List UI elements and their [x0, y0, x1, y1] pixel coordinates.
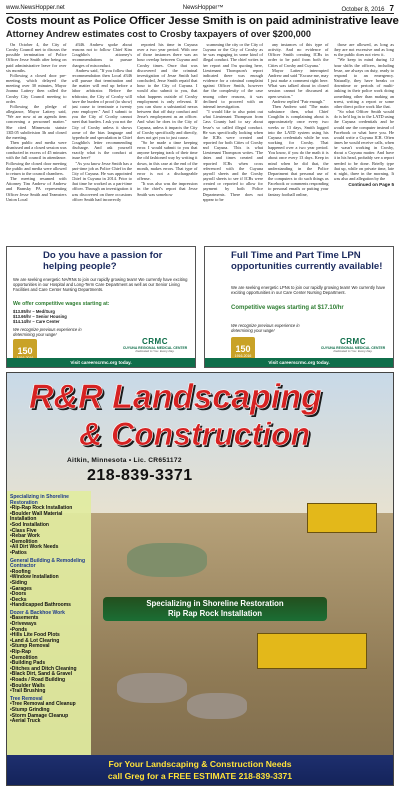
service-item: • Stump Grinding: [10, 708, 88, 714]
crmc-na-rn-ad: [6, 246, 196, 368]
service-item: • Storm Damage Cleanup: [10, 714, 88, 720]
ad-right-note: We recognize previous experience in determining your wage!: [231, 323, 300, 333]
article-paragraph: "It was also was the impression in the chief's report that Jesse Smith was somehow: [137, 181, 198, 197]
ad-left-footer-link[interactable]: Visit careerscrmc.org today.: [7, 358, 195, 367]
service-item: • Demolition: [10, 540, 88, 546]
article-paragraph: "We keep in mind during 12 hour shifts the officers, including Jesse, are always on duty, ready to respond to an emergency. Naturally, they have breaks or downtime or periods of multi-tasking in their police work doing something other than making an arrest, writing a report or some other direct police work like that.: [333, 57, 394, 109]
article-paragraph: #346. Andrew spoke about reasons not to follow Chief Kim Coughlin's attorney's recommendations to pursue charges of misconduct.: [71, 42, 132, 68]
service-item: • Boulder Walls: [10, 684, 88, 690]
service-item: • Garages: [10, 587, 88, 593]
service-item: • Driveways: [10, 622, 88, 628]
ad-left-wages-list: [13, 309, 113, 324]
excavator-illustration: [257, 633, 367, 669]
service-item: • Basements: [10, 616, 88, 622]
wage-item: $13.66/hr – Senior Housing: [13, 314, 67, 319]
service-item: • Hills Lite Food Plots: [10, 633, 88, 639]
services-heading: Specializing in Shoreline Restoration: [10, 494, 69, 506]
ad-left-wages-heading: We offer competitive wages starting at:: [13, 301, 110, 307]
article-paragraph: those are allowed, as long as they are not excessive and as long as the public does not view it.: [333, 42, 394, 58]
service-item: • Decks: [10, 598, 88, 604]
service-item: • Building Pads: [10, 661, 88, 667]
publication-name: NewsHopper™: [182, 5, 224, 11]
ad-left-title: Do you have a passion for helping people?: [43, 250, 163, 272]
service-item: • Trail Brushing: [10, 689, 88, 695]
article-paragraph: scamming the city or the City of Cuyuna or the City of Crosby as he was engaging in some kind of illegal conduct. The chief writes in her report and I'm quoting here, Lieutenant Thompson's report indicated there was enough evidence for a criminal complaint against Officer Smith, however due the complexity of the case among other reasons, it was declined to proceed with an internal investigation.: [202, 42, 263, 109]
service-item: • Patios: [10, 551, 88, 557]
anniversary-badge: 150 1916-2016: [231, 337, 255, 365]
article-column: [137, 42, 198, 242]
rr-title-line2: & Construction: [79, 416, 311, 452]
rr-footer-banner: [7, 755, 393, 785]
ad-right-footer-link[interactable]: Visit careerscrmc.org today.: [205, 358, 393, 367]
service-item: • Handicapped Bathrooms: [10, 603, 88, 609]
service-item: • Tree Removal and Cleanup: [10, 702, 88, 708]
service-item: • Window Installation: [10, 575, 88, 581]
service-item: • All Dirt Work Needs: [10, 545, 88, 551]
rr-landscaping-ad: [6, 372, 394, 786]
masthead-rule: [6, 13, 394, 14]
article-paragraph: "As you know Jesse Smith has a part-time job as Police Chief in the City of Cuyuna. He was appointed Chief in Cuyuna in 2014. Prior to that time he worked as a part-time officer. Through an investigation it was discovered on three occasions officer Smith had incorrectly: [71, 160, 132, 202]
rr-location: Aitkin, Minnesota • Lic. CR651172: [67, 457, 182, 464]
service-item: • Demolition: [10, 656, 88, 662]
crmc-logo: CRMC CUYUNA REGIONAL MEDICAL CENTER Dedicated to You. Every Day.: [320, 337, 386, 353]
services-items: [10, 702, 88, 724]
rock-illustration: [117, 673, 187, 703]
article-subhead: Attorney Andrew estimates cost to Crosby taxpayers of over $200,000: [6, 29, 312, 39]
services-heading: Dozer & Backhoe Work: [10, 609, 65, 616]
service-item: • Boulder Wall Material Installation: [10, 512, 88, 523]
article-paragraph: "So he made a time keeping error. I would submit to you that anyone keeping track of their time the old fashioned way by writing it down, in this case at the end of the month, makes errors. That type of error is not a dischargeable offense.: [137, 139, 198, 182]
services-list: [7, 491, 91, 757]
article-paragraph: Then public and media were dismissed and a closed session was conducted in excess of 45 minutes with the full council in attendance. Following the closed door meeting the public and media were allowed to return to the council chambers.: [6, 139, 67, 176]
service-item: • Rip-Rap Rock Installation: [10, 506, 88, 512]
services-items: [10, 616, 88, 694]
wage-item: $13.85/hr – Med/Surg: [13, 309, 55, 314]
services-items: [10, 506, 88, 556]
service-item: • Rebar Work: [10, 534, 88, 540]
rock-illustration: [127, 543, 207, 577]
wage-item: $14.14/hr – Care Center: [13, 319, 60, 324]
issue-date: October 8, 2016: [341, 6, 385, 13]
masthead: [6, 3, 394, 13]
website-url[interactable]: www.NewsHopper.net: [6, 5, 65, 11]
services-items: [10, 570, 88, 609]
crmc-lpn-ad: [204, 246, 394, 368]
article-paragraph: Mayor Lattery interrupted Andrew and said "Excuse me, may I just make a comment right here. What was talked about in closed session cannot be discussed at open session.": [268, 67, 329, 99]
article-paragraph: Then Andrew said "The main substance then, what Chief Coughlin is complaining about is approximately once every two weeks or 13 days, Smith logged into the LATD system using his Cuyuna credentials while he was working for Crosby. That happened over a two year period. You know, if you do the math it is about once every 13 days. Keep in mind when he did that, the understanding in the Police Department that personal use of the computers to do such things as Facebook or comments responding to personal emails or putting your fantasy football online,: [268, 103, 329, 197]
service-item: • Class Five: [10, 529, 88, 535]
ad-right-title: Full Time and Part Time LPN opportunities currently available!: [231, 250, 383, 272]
article-column: [6, 42, 67, 242]
article-paragraph: Following the pledge of allegiance, Mayor Lattery said, "We are now at an agenda item concerning a personnel matter." She cited Minnesota statute 13D.05 subdivision 3b and closed the meeting.: [6, 103, 67, 140]
article-paragraph: any instances of this type of activity. And no evidence of Officer Smith creating ICRs in order to be paid from both the Cities of Crosby and Cuyuna.': [268, 42, 329, 68]
crmc-logo: CRMC CUYUNA REGIONAL MEDICAL CENTER Dedicated to You. Every Day.: [122, 337, 188, 353]
service-item: • Siding: [10, 581, 88, 587]
article-body: [6, 42, 394, 242]
service-item: • Ponds: [10, 628, 88, 634]
service-item: • Land & Lot Clearing: [10, 639, 88, 645]
anniversary-badge: 150: [13, 339, 37, 367]
service-item: • Doors: [10, 592, 88, 598]
rr-footer-line2[interactable]: call Greg for a FREE ESTIMATE 218-839-3371: [107, 771, 293, 781]
article-column: [334, 42, 395, 242]
article-paragraph: "I would like to also point out what Lieutenant Thompson from Cass County had to say about Jesse's so called illegal conduct. He was specifically looking when the ICRs were created and reported for both Cities of Crosby and Cuyuna. This is what Lieutenant Thompson writes. 'The dates and times created and reported ICRs when cross referenced with the Cuyuna payroll sheets and the Crosby payroll sheets to see if ICRs were created or reported to allow for payment by both Police Departments. There does not appear to be: [202, 109, 263, 202]
article-paragraph: On October 4, the City of Crosby Council met to discuss the possible termination of Police Officer Jesse Smith after being on paid administrative leave for over six months.: [6, 42, 67, 73]
service-item: • Stump Removal: [10, 644, 88, 650]
rr-title-line1: R&R Landscaping: [29, 378, 322, 416]
article-paragraph: "So what Officer Smith would do is he'd log in to the LATD using the Cuyuna credentials and he would use the computer instead of Facebook or what have you. He would write a Cuyuna ICR. Often times he would receive calls, when he wasn't working in Crosby, about a Cuyuna matter. And have it in his head, probably see a report needed to be done. Briefly type that up, while on private time, late at night, three in the morning. It was also and allegation by the: [333, 109, 394, 182]
truck-illustration: [307, 503, 377, 533]
article-paragraph: Following a closed door pre-meeting, which delayed the meeting over 30 minutes, Mayor Joanna Lattery then called the Crosby City Council meeting to order.: [6, 72, 67, 104]
article-paragraph: The meeting resumed with Attorney Tim Andrew of Andrew and Bransky PA representing Officer Jesse Smith and Teamsters Union Local: [6, 176, 67, 202]
ad-left-intro: We are seeking energetic NA/RNs to join our rapidly growing team! We currently have exciting opportunities in our Hospital and Long-Term Care Department as well as our Senior Living Facilities and Care Center Nursing Departments.: [13, 277, 188, 292]
service-item: • Roads / Road Building: [10, 678, 88, 684]
article-paragraph: Andrew said, "If you follow that recommendation then Local #346 will pursue that termination and the matter will end up before a labor arbitrator. Before the arbitrator, the City of Crosby will have the burden of proof (to show) just cause to terminate a twenty year employee." And I submit to you the City of Crosby cannot meet that burden. I ask you not the City of Crosby unless it shows some of the bias language and hyperbole and speculation in Chief Coughlin's letter recommending discharge. And ask yourself exactly what is the conduct at issue here?: [71, 67, 132, 161]
service-item: • Aerial Truck: [10, 719, 88, 725]
article-headline: Costs mount as Police Officer Jesse Smith is on paid administrative leave: [6, 15, 399, 27]
article-paragraph: Andrew replied "Fair enough.": [272, 98, 326, 104]
article-paragraph: reported his time in Cuyuna over a two year period. With one of those instances there was an hour overlap between Cuyuna and Crosby times. Once that was discovered and the criminal investigation of Jesse Smith had concluded, Jesse Smith repaid that hour to the City of Cuyuna. I would also submit to you, that what happens outside of Crosby employment is only relevant. If you can show a substantial nexus between that off duty conduct and Jesse's employment as an officer. And what he does in the City of Cuyuna, unless it impacts the City of Crosby specifically and directly, does not get you to just cause.: [137, 42, 198, 140]
ad-left-note: We recognize previous experience in determining your wage!: [13, 327, 82, 337]
services-heading: Tree Removal: [10, 695, 43, 702]
service-item: • Black Dirt, Sand & Gravel: [10, 672, 88, 678]
article-column: [72, 42, 133, 242]
page-number: 7: [389, 3, 394, 13]
services-heading: General Building & Remodeling Contractor: [10, 557, 86, 570]
shoreline-banner: Specializing in Shoreline Restoration Rip Rap Rock Installation: [103, 597, 327, 621]
article-column: [203, 42, 264, 242]
continued-on-page: Continued on Page 5: [348, 182, 394, 188]
article-column: [268, 42, 329, 242]
service-item: • Rip-Rap: [10, 650, 88, 656]
ad-right-wages-heading: Competitive wages starting at $17.10/hr: [231, 305, 344, 311]
rr-footer-line1: For Your Landscaping & Construction Needs: [108, 759, 292, 769]
rock-illustration: [187, 693, 247, 719]
service-item: • Sod Installation: [10, 523, 88, 529]
service-item: • Roofing: [10, 570, 88, 576]
service-item: • Ditches and Ditch Cleaning: [10, 667, 88, 673]
ad-right-intro: We are seeking energetic LPNs to join our rapidly growing team! We currently have exciting opportunities in our Care Center Nursing Department.: [231, 285, 386, 295]
rr-phone-number[interactable]: 218-839-3371: [87, 467, 193, 484]
